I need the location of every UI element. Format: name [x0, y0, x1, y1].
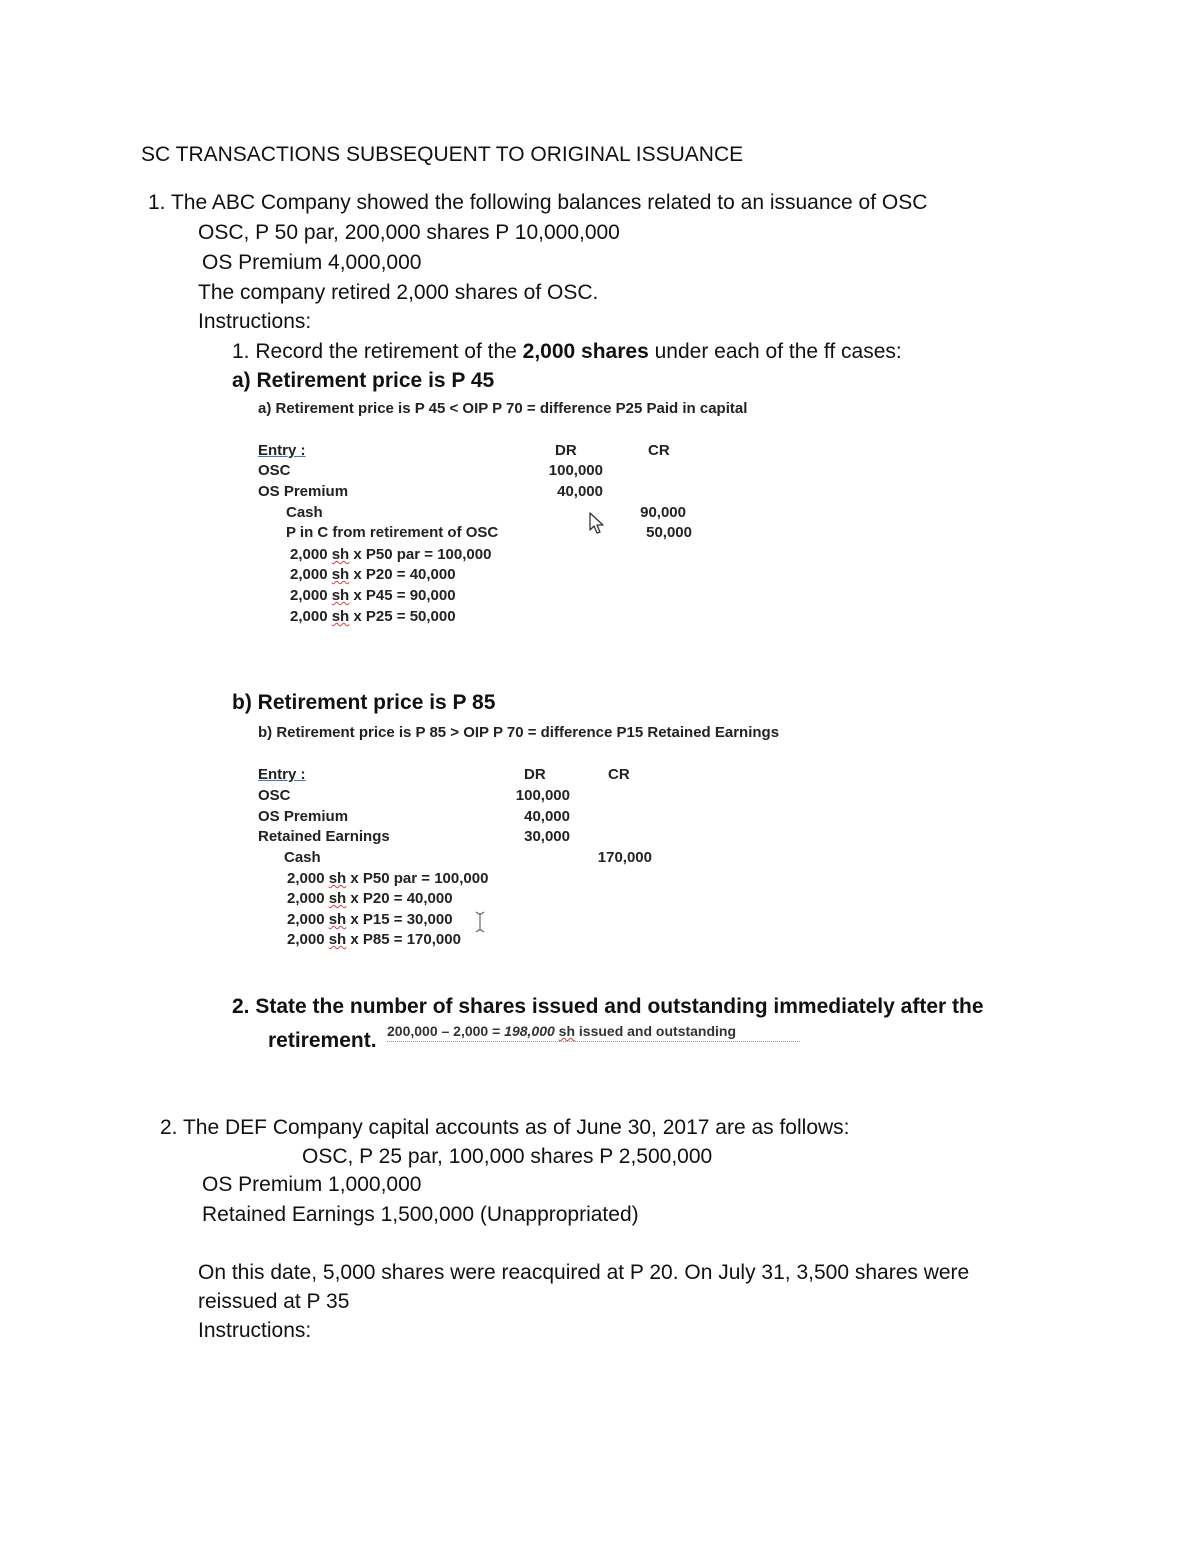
case-b-row-cr: 170,000 — [597, 849, 652, 866]
problem1-premium-line: OS Premium 4,000,000 — [202, 251, 422, 274]
problem1-instructions: Instructions: — [198, 310, 312, 333]
case-b-row-dr: 30,000 — [524, 828, 570, 845]
problem1-question2-line1: 2. State the number of shares issued and outstanding immediately after the — [232, 995, 984, 1018]
case-b-calc: 2,000 sh x P15 = 30,000 — [287, 911, 453, 928]
problem2-paragraph-line1: On this date, 5,000 shares were reacquired at P 20. On July 31, 3,500 shares were — [198, 1261, 970, 1284]
case-b-calc: 2,000 sh x P50 par = 100,000 — [287, 870, 489, 887]
case-a-dr-header: DR — [555, 442, 577, 459]
case-a-note: a) Retirement price is P 45 < OIP P 70 = difference P25 Paid in capital — [258, 400, 748, 417]
case-b-entry-label: Entry : — [258, 766, 306, 783]
case-b-calc: 2,000 sh x P85 = 170,000 — [287, 931, 461, 948]
case-a-calc: 2,000 sh x P50 par = 100,000 — [290, 546, 492, 563]
text-cursor-icon — [475, 911, 485, 933]
case-a-heading: a) Retirement price is P 45 — [232, 369, 495, 392]
problem2-instructions: Instructions: — [198, 1319, 312, 1342]
problem1-question1: 1. Record the retirement of the 2,000 shares under each of the ff cases: — [232, 340, 902, 363]
problem1-retired-line: The company retired 2,000 shares of OSC. — [198, 281, 599, 304]
case-b-row-account: Cash — [284, 849, 321, 866]
problem2-heading: 2. The DEF Company capital accounts as of June 30, 2017 are as follows: — [160, 1116, 850, 1139]
case-b-dr-header: DR — [524, 766, 546, 783]
problem1-osc-line: OSC, P 50 par, 200,000 shares P 10,000,000 — [198, 221, 620, 244]
case-b-row-account: OSC — [258, 787, 291, 804]
problem2-retained-line: Retained Earnings 1,500,000 (Unappropriated) — [202, 1203, 639, 1226]
case-b-calc: 2,000 sh x P20 = 40,000 — [287, 890, 453, 907]
case-a-calc: 2,000 sh x P20 = 40,000 — [290, 566, 456, 583]
case-a-row-account: OS Premium — [258, 483, 349, 500]
problem1-heading: 1. The ABC Company showed the following balances related to an issuance of OSC — [148, 191, 928, 214]
problem2-paragraph-line2: reissued at P 35 — [198, 1290, 350, 1313]
case-b-cr-header: CR — [608, 766, 630, 783]
page-title: SC TRANSACTIONS SUBSEQUENT TO ORIGINAL ISSUANCE — [141, 143, 744, 166]
case-a-cr-header: CR — [648, 442, 670, 459]
case-a-row-account: Cash — [286, 504, 323, 521]
case-a-entry-label: Entry : — [258, 442, 306, 459]
case-b-row-dr: 40,000 — [524, 808, 570, 825]
case-a-row-cr: 90,000 — [640, 504, 686, 521]
case-b-note: b) Retirement price is P 85 > OIP P 70 = difference P15 Retained Earnings — [258, 724, 780, 741]
problem2-premium-line: OS Premium 1,000,000 — [202, 1173, 422, 1196]
problem1-question2-answer: 200,000 – 2,000 = 198,000 sh issued and outstanding — [387, 1023, 800, 1042]
case-a-row-cr: 50,000 — [646, 524, 692, 541]
problem2-osc-line: OSC, P 25 par, 100,000 shares P 2,500,000 — [302, 1145, 713, 1168]
case-a-row-account: OSC — [258, 462, 291, 479]
case-a-calc: 2,000 sh x P25 = 50,000 — [290, 608, 456, 625]
case-b-heading: b) Retirement price is P 85 — [232, 691, 496, 714]
problem1-question2-line2: retirement. — [268, 1029, 377, 1052]
case-a-row-dr: 40,000 — [557, 483, 603, 500]
case-a-row-dr: 100,000 — [548, 462, 603, 479]
mouse-pointer-icon — [588, 511, 606, 535]
case-b-row-account: OS Premium — [258, 808, 349, 825]
case-a-calc: 2,000 sh x P45 = 90,000 — [290, 587, 456, 604]
case-b-row-account: Retained Earnings — [258, 828, 390, 845]
case-a-row-account: P in C from retirement of OSC — [286, 524, 499, 541]
case-b-row-dr: 100,000 — [515, 787, 570, 804]
